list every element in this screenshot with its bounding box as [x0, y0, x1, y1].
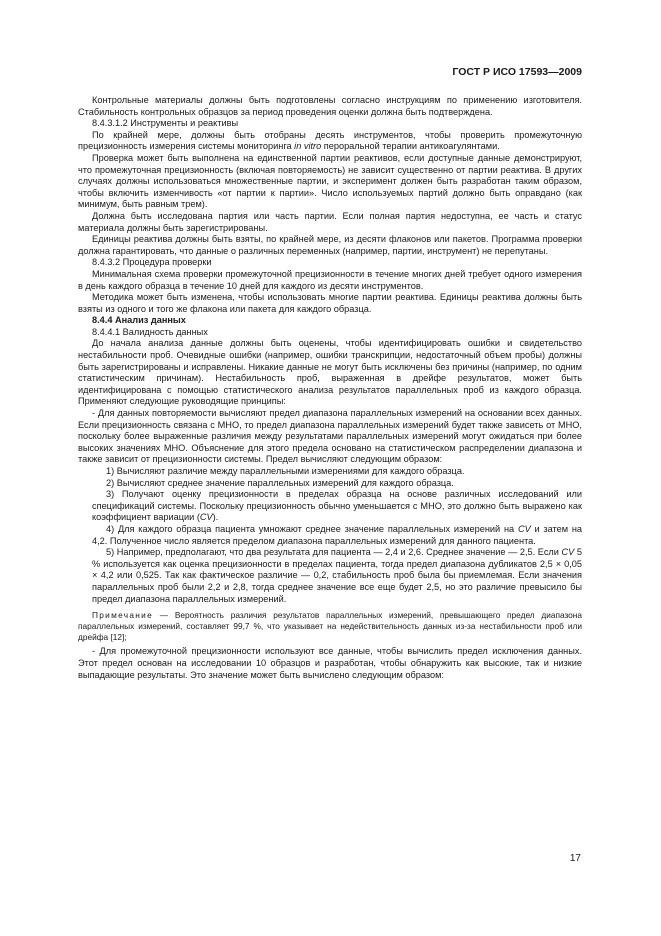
- note: [78, 610, 582, 643]
- heading-8-4-4: 8.4.4 Анализ данных: [92, 315, 186, 326]
- heading-8-4-3-2: 8.4.3.2 Процедура проверки: [92, 257, 212, 268]
- paragraph-reagent-units: Единицы реактива должны быть взяты, по крайней мере, из десяти флаконов или пакетов. Программа проверки должна гарантировать, что данные о различных переменных (например, партии, инструмент) не перепутаны.: [78, 234, 582, 256]
- italic-cv: CV: [199, 512, 213, 523]
- paragraph-instruments: [78, 130, 582, 153]
- note-label: Примечание: [92, 610, 154, 621]
- page-content: [78, 95, 582, 681]
- italic-cv: CV: [561, 547, 575, 558]
- text-run: 5) Например, предполагают, что два результата для пациента — 2,4 и 2,6. Среднее значение — 2,5. Если: [106, 547, 562, 558]
- list-item-4: [92, 524, 582, 547]
- list-item-3: [92, 489, 582, 524]
- text-run: 5 % используется как оценка прецизионности в пределах пациента, тогда предел диапазона дубликатов 2,5 × 0,05 × 4,2 или 0,525. Так как фактическое различие — 0,2, стабильность проб была бы приемлемая. Если значения параллельных проб были 2,2 и 2,8, тогда среднее значение все еще будет 2,5, но это различие превысило бы предел диапазона параллельных измерений.: [92, 547, 582, 604]
- list-item-1: 1) Вычисляют различие между параллельными измерениями для каждого образца.: [106, 466, 465, 476]
- italic-in-vitro: in vitro: [294, 141, 322, 152]
- page-number: 17: [569, 853, 581, 864]
- paragraph-reagent-lots: Проверка может быть выполнена на единственной партии реактивов, если доступные данные демонстрируют, что промежуточная прецизионность (включая повторяемость) не зависит существенно от партии реактива. В других случаях должны использоваться множественные партии, и эксперимент должен быть разработан таким образом, чтобы включить изменчивость «от партии к партии». Число используемых партий должно быть оправдано (как минимум, быть равным трем).: [78, 152, 582, 210]
- paragraph-method-change: Методика может быть изменена, чтобы использовать многие партии реактива. Единицы реактива должны быть взяты из одного и того же флакона или пакета для каждого образца.: [78, 292, 582, 314]
- paragraph-minimal-scheme: Минимальная схема проверки промежуточной прецизионности в течение многих дней требует одного измерения в день каждого образца в течение 10 дней для каждого из десяти инструментов.: [78, 268, 582, 291]
- paragraph-control-materials: Контрольные материалы должны быть подготовлены согласно инструкциям по применению изготовителя. Стабильность контрольных образцов за период проведения оценки должна быть подтверждена.: [78, 95, 582, 117]
- paragraph-data-validity: До начала анализа данные должны быть оценены, чтобы идентифицировать ошибки и свидетельство нестабильности проб. Очевидные ошибки (например, ошибки транскрипции, недостаточный объем пробы) должны быть зарегистрированы и исправлены. Никакие данные не могут быть исключены без причины (например, по одним статистическим причинам). Нестабильность проб, выраженная в дрейфе результатов, может быть идентифицирована с помощью статистического анализа результатов параллельных проб из каждого образца. Применяют следующие руководящие принципы:: [78, 338, 582, 407]
- list-item-2: 2) Вычисляют среднее значение параллельных измерений для каждого образца.: [106, 477, 454, 488]
- italic-cv: CV: [517, 523, 531, 534]
- text-run: ).: [212, 512, 219, 523]
- list-item-5: [92, 547, 582, 605]
- text-run: и затем на 4,2. Полученное число является пределом диапазона параллельных измерений для данного пациента.: [92, 523, 583, 546]
- text-run: 3) Получают оценку прецизионности в пределах образца на основе различных исследований или спецификаций системы. Поскольку прецизионность обычно уменьшается с МНО, это должно быть выражено как коэффициент вариации (: [92, 489, 582, 523]
- heading-8-4-4-1: 8.4.4.1 Валидность данных: [92, 326, 208, 337]
- paragraph-lot-status: Должна быть исследована партия или часть партии. Если полная партия недоступна, ее часть и статус материала должны быть зарегистрированы.: [78, 210, 582, 233]
- paragraph-intermediate-precision: - Для промежуточной прецизионности используют все данные, чтобы вычислить предел исключения данных. Этот предел основан на исследовании 10 образцов и разработан, чтобы обнаружить как высокие, так и низкие выпадающие результаты. Это значение может быть вычислено следующим образом:: [78, 646, 582, 680]
- text-run: пероральной терапии антикоагулянтами.: [321, 141, 500, 152]
- document-header: ГОСТ Р ИСО 17593—2009: [452, 66, 582, 78]
- paragraph-repeatability: - Для данных повторяемости вычисляют предел диапазона параллельных измерений на основании всех данных. Если прецизионность связана с МНО, то предел диапазона параллельных измерений будет также зависеть от МНО, поскольку более выраженные различия между результатами параллельных измерений могут ожидаться при более высоких значениях МНО. Объяснение для этого предела основано на статистическом распределении диапазона и также зависит от прецизионности системы. Предел вычисляют следующим образом:: [78, 408, 582, 465]
- note-text: — Вероятность различия результатов параллельных измерений, превышающего предел диапазона параллельных измерений, составляет 99,7 %, что указывает на недействительность данных из-за нестабильности проб или дрейфа [12];: [78, 610, 582, 643]
- heading-8-4-3-1-2: 8.4.3.1.2 Инструменты и реактивы: [92, 118, 239, 129]
- text-run: 4) Для каждого образца пациента умножают среднее значение параллельных измерений на: [106, 523, 518, 534]
- text-run: По крайней мере, должны быть отобраны десять инструментов, чтобы проверить промежуточную прецизионность измерения системы мониторинга: [78, 129, 582, 152]
